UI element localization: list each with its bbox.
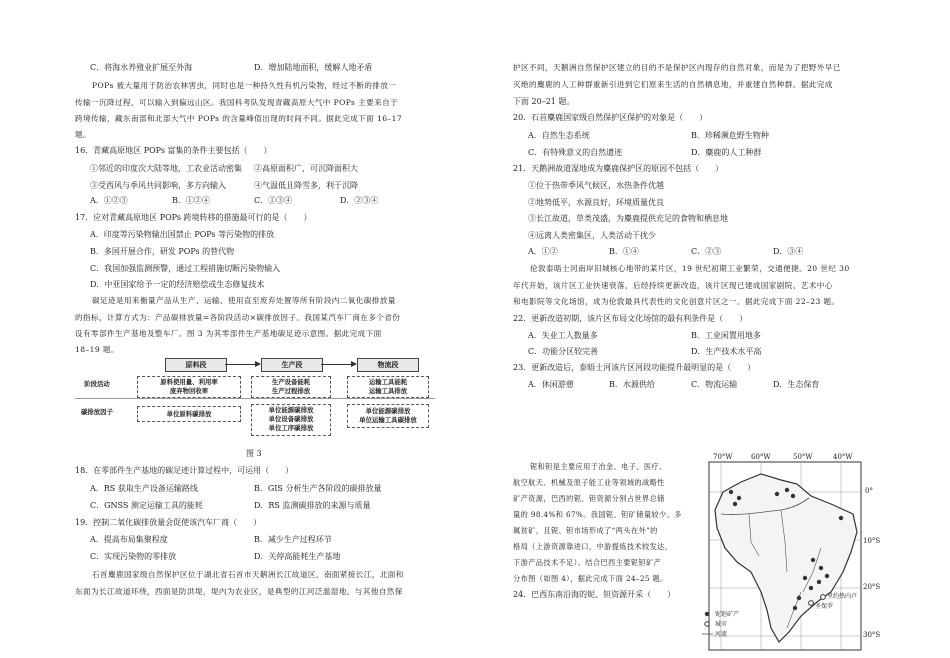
legend-river: 河流: [715, 631, 728, 638]
figure-3-diagram: [75, 358, 435, 446]
passage-milu-line2: 东面为长江故道环绕，西面是防洪堤，堤内为农业区，是典型的江河泛滥湿地。与其他自然保: [75, 587, 403, 596]
stage-logistics: 物流段: [357, 358, 419, 372]
legend-city-marker: [705, 622, 709, 626]
question-23: 23．更新改造后，泰晤士河该片区河段功能提升最明显的是（ ）: [513, 363, 756, 372]
passage-milu-line1: 石首麋鹿国家级自然保护区位于湖北省石首市天鹅洲长江故道区，南面紧接长江，北面和: [92, 570, 404, 579]
q21-option-c: C．②③: [691, 247, 722, 256]
passage-milu-line3: 护区不同，天鹅洲自然保护区建立的目的不是保护区内现存的自然对象，而是为了把野外早已: [513, 63, 841, 72]
passage-pops-line4: 题。: [75, 130, 91, 139]
passage-niobium-line5: 属贫矿，且铌、钽市场形成了“两头在外”的: [513, 526, 658, 535]
passage-carbon-line3: 设有零部件生产基地及整车厂。图 3 为其零部件生产基地碳足迹示意图。据此完成下面: [75, 329, 382, 338]
passage-london-line3: 和电影院等文化场馆，成为伦敦最具代表性的文化创意片区之一。据此完成下面 22–23 题。: [513, 297, 840, 306]
question-16: 16．青藏高原地区 POPs 富集的条件主要包括（ ）: [75, 146, 272, 155]
q21-item-2: ②地势低平，水源良好，环境质量优良: [528, 198, 664, 207]
q18-option-a: A．RS 获取生产设备运输路线: [90, 484, 198, 493]
question-24: 24．巴西东南沿海的铌、钽资源开采（ ）: [513, 590, 676, 599]
activity-raw-2: 废弃物回收率: [169, 387, 209, 395]
activity-box-logistics: [347, 376, 429, 398]
activity-box-raw: [137, 376, 241, 398]
row-label-factor: 碳排放因子: [81, 408, 113, 416]
question-20: 20．石首麋鹿国家级自然保护区保护的对象是（ ）: [513, 113, 708, 122]
activity-log-2: 运输工具排放: [368, 387, 408, 395]
q17-option-d: D．中亚国家给予一定的经济赔偿或生态修复技术: [90, 280, 265, 289]
q22-option-c: C．功能分区较完善: [528, 347, 599, 356]
lon-40w: 40°W: [833, 453, 853, 461]
q17-option-c: C．我国加强监测预警，通过工程措施切断污染物输入: [90, 264, 281, 273]
legend-deposit: 铌钽矿产: [715, 611, 740, 618]
question-22: 22．更新改造初期，该片区布局文化场馆的最有利条件是（ ）: [513, 314, 748, 323]
q20-option-a: A．自然生态系统: [528, 131, 590, 140]
q20-option-b: B．珍稀濒危野生物种: [691, 131, 769, 140]
q22-option-b: B．工业闲置用地多: [691, 331, 761, 340]
factor-raw: 单位原料碳排放: [166, 410, 212, 418]
q19-option-b: B．减少生产过程环节: [254, 535, 332, 544]
factor-prod-1: 单位能源碳排放: [268, 406, 314, 414]
factor-box-logistics: [347, 404, 429, 428]
factor-box-production: [251, 404, 331, 436]
row-label-activity: 阶段活动: [84, 380, 110, 388]
q23-option-b: B．水源供给: [609, 380, 655, 389]
q23-option-d: D．生态保育: [773, 380, 820, 389]
brazil-map: [701, 452, 891, 652]
q21-option-b: B．①④: [609, 247, 639, 256]
passage-pops-line2: 传输一沉降过程，可以输入到偏远山区。我国科考队发现青藏高原大气中 POPs 主要来自于: [75, 98, 399, 107]
factor-prod-3: 单位工序碳排放: [268, 424, 314, 432]
arrow-2: [321, 364, 355, 365]
passage-milu-line5: 下面 20–21 题。: [513, 97, 575, 106]
passage-pops-line1: POPs 被大量用于防治农林害虫，同时也是一种持久性有机污染物，经过不断的排放一: [92, 81, 397, 90]
passage-carbon-line1: 碳足迹是用来衡量产品从生产、运输、使用直至废弃处置等所有阶段内二氧化碳排放量: [92, 296, 396, 305]
q19-option-a: A．提高布局集聚程度: [90, 535, 168, 544]
lat-20s: 20°S: [863, 583, 881, 591]
q16-option-d: D．②③④: [340, 196, 379, 205]
lat-10s: 10°S: [863, 537, 881, 545]
q21-option-a: A．①②: [528, 247, 558, 256]
q16-option-a: A．①②③: [90, 196, 128, 205]
q21-item-3: ③长江故道，草类茂盛，为麋鹿提供充足的食物和栖息地: [528, 214, 728, 223]
lat-30s: 30°S: [863, 631, 881, 639]
lon-60w: 60°W: [751, 453, 771, 461]
passage-niobium-line1: 铌和钽是主要应用于冶金、电子、医疗、: [530, 462, 667, 471]
map-drawing: [701, 452, 891, 652]
activity-box-production: [251, 376, 331, 398]
lon-50w: 50°W: [793, 453, 813, 461]
question-19: 19．控制二氧化碳排放量会促使该汽车厂商（ ）: [75, 518, 262, 527]
q17-option-a: A．印度等污染物输出国禁止 POPs 等污染物的排放: [90, 230, 275, 239]
q15-option-d: D．增加陆地面积，缓解人地矛盾: [254, 63, 373, 72]
q17-option-b: B．多国开展合作，研发 POPs 的替代物: [90, 247, 235, 256]
passage-niobium-line2: 航空航天、机械及原子能工业等领域的战略性: [513, 478, 665, 487]
q21-item-1: ①位于热带季风气候区，水热条件优越: [528, 181, 664, 190]
passage-london-line2: 年代开始，该片区工业快速衰落，后经持续更新改造，该片区现已建成国家剧院、艺术中心: [513, 281, 833, 290]
passage-niobium-line7: 下游产品技术不足）。结合巴西主要铌钽矿产: [513, 558, 662, 567]
activity-raw-1: 原料使用量、利用率: [160, 378, 218, 386]
lon-70w: 70°W: [713, 453, 733, 461]
legend-deposit-marker: [705, 612, 709, 616]
factor-log-1: 单位能源碳排放: [365, 407, 411, 415]
passage-london-line1: 伦敦泰晤士河南岸旧城核心地带的某片区，19 世纪初期工业繁荣，交通便捷。20 世纪 30: [530, 264, 850, 273]
q19-option-c: C．实现污染物的零排放: [90, 552, 177, 561]
q23-option-a: A．休闲游憩: [528, 380, 574, 389]
question-21: 21．天鹅洲故道湿地成为麋鹿保护区的原因不包括（ ）: [513, 164, 724, 173]
figure-3-caption: 图 3: [246, 449, 262, 458]
q19-option-d: D．关停高能耗生产基地: [254, 552, 341, 561]
lat-0: 0°: [865, 487, 873, 495]
passage-milu-line4: 灭绝的麋鹿的人工种群重新引进到它们原来生活的自然栖息地，并重建自然种群。据此完成: [513, 80, 833, 89]
q15-option-c: C．将海水养殖业扩展至外海: [90, 63, 193, 72]
q22-option-d: D．生产技术水平高: [691, 347, 762, 356]
stage-raw-material: 原料段: [165, 358, 227, 372]
passage-niobium-line6: 格局（上游资源靠进口，中游提炼技术较发达，: [513, 542, 673, 551]
q18-option-c: C．GNSS 测定运输工具的能耗: [90, 501, 203, 510]
q16-option-b: B．①②④: [172, 196, 210, 205]
arrow-1: [225, 364, 259, 365]
q21-option-d: D．③④: [773, 247, 804, 256]
divider-line: [75, 398, 435, 399]
factor-prod-2: 单位设备碳排放: [268, 415, 314, 423]
city-rio: [821, 595, 826, 600]
passage-niobium-line4: 量的 98.4%和 67%。我国铌、钽矿储量较少、多: [513, 510, 682, 519]
q21-item-4: ④远离人类密集区，人类活动干扰少: [528, 231, 656, 240]
q23-option-c: C．物流运输: [691, 380, 738, 389]
q16-option-c: C．①③④: [254, 196, 293, 205]
passage-pops-line3: 跨境传输，藏东南部和北部大气中 POPs 的含量峰值出现的时间不同。据此完成下面 16–17: [75, 114, 403, 123]
city-label-rio: 里约热内卢: [827, 593, 858, 600]
factor-box-raw: [137, 406, 241, 422]
q16-item-3: ③受西风与季风共同影响，多方向输入: [90, 181, 226, 190]
city-saopaulo: [809, 601, 814, 606]
q16-item-2: ②高原面积广，可沉降面积大: [254, 164, 358, 173]
factor-log-2: 单位运输工具碳排放: [359, 416, 417, 424]
activity-log-1: 运输工具能耗: [368, 378, 408, 386]
legend-city: 城市: [715, 621, 728, 628]
question-17: 17．应对青藏高原地区 POPs 跨境转移的措施最可行的是（ ）: [75, 213, 312, 222]
activity-prod-2: 生产过程排放: [271, 387, 311, 395]
q16-item-4: ④气温低且降雪多，利于沉降: [254, 181, 358, 190]
q16-item-1: ①邻近的印度次大陆等地，工农业活动密集: [90, 164, 242, 173]
passage-carbon-line4: 18–19 题。: [75, 345, 119, 354]
passage-carbon-line2: 的指标，计算方式为：产品碳排放量=各阶段活动×碳排放因子。我国某汽车厂商在多个省份: [75, 313, 401, 322]
q22-option-a: A．失业工人数量多: [528, 331, 598, 340]
q18-option-d: D．RS 监测碳排放的来源与质量: [254, 501, 371, 510]
q18-option-b: B．GIS 分析生产各阶段的碳排放量: [254, 484, 382, 493]
passage-niobium-line3: 矿产资源，巴西的铌、钽资源分别占世界总储: [513, 494, 665, 503]
city-label-saopaulo: 圣保罗: [815, 603, 834, 610]
passage-niobium-line8: 分布图（如图 4），据此完成下面 24–25 题。: [513, 574, 668, 583]
q20-option-c: C．有特殊意义的自然遗迹: [528, 148, 623, 157]
question-18: 18．在零部件生产基地的碳足迹计算过程中，可运用（ ）: [75, 466, 294, 475]
stage-production: 生产段: [261, 358, 323, 372]
activity-prod-1: 生产设备能耗: [271, 378, 311, 386]
q20-option-d: D．麋鹿的人工种群: [691, 148, 762, 157]
